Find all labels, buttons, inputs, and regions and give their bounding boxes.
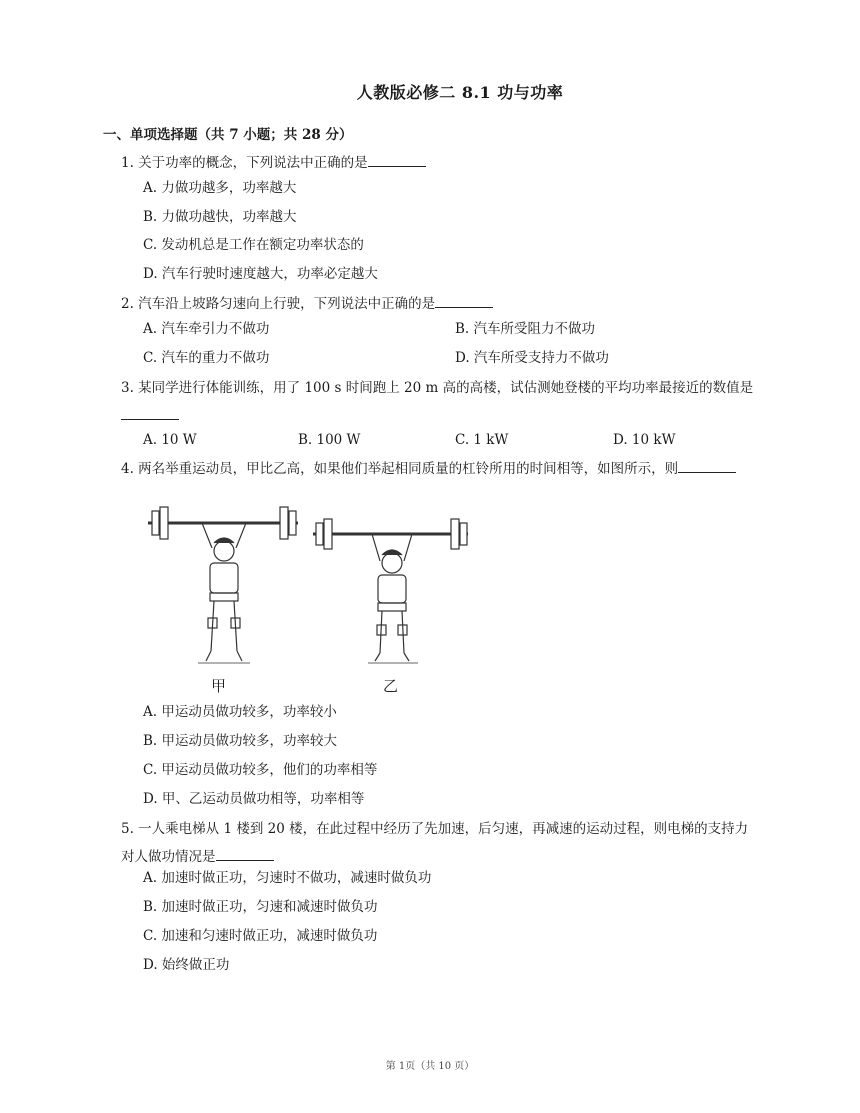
page-title: 人教版必修二 8.1 功与功率 <box>356 83 564 102</box>
question-4-option-b[interactable]: B. 甲运动员做功较多，功率较大 <box>143 733 338 749</box>
question-3-option-d[interactable]: D. 10 kW <box>613 432 676 448</box>
question-5-option-d[interactable]: D. 始终做正功 <box>143 957 230 973</box>
question-1-option-c[interactable]: C. 发动机总是工作在额定功率状态的 <box>143 237 364 253</box>
answer-blank[interactable] <box>435 295 493 308</box>
question-1-stem: 1. 关于功率的概念，下列说法中正确的是 <box>121 149 761 177</box>
weightlifters-figure <box>138 503 483 699</box>
question-2-option-a[interactable]: A. 汽车牵引力不做功 <box>143 321 270 337</box>
question-4-option-d[interactable]: D. 甲、乙运动员做功相等，功率相等 <box>143 791 365 807</box>
question-3-option-b[interactable]: B. 100 W <box>298 432 361 448</box>
question-1-option-d[interactable]: D. 汽车行驶时速度越大，功率必定越大 <box>143 266 378 282</box>
question-3-stem: 3. 某同学进行体能训练，用了 100 s 时间跑上 20 m 高的高楼，试估测她登楼的平均功率最接近的数值是 <box>121 374 761 430</box>
question-3-option-a[interactable]: A. 10 W <box>143 432 197 448</box>
figure-label-jia: 甲 <box>211 677 227 695</box>
section-heading: 一、单项选择题（共 7 小题；共 28 分） <box>103 127 353 143</box>
question-2-stem: 2. 汽车沿上坡路匀速向上行驶，下列说法中正确的是 <box>121 290 761 318</box>
question-4-option-a[interactable]: A. 甲运动员做功较多，功率较小 <box>143 704 337 720</box>
question-1-option-b[interactable]: B. 力做功越快，功率越大 <box>143 209 297 225</box>
question-5-stem: 5. 一人乘电梯从 1 楼到 20 楼，在此过程中经历了先加速，后匀速，再减速的运动过程，则电梯的支持力对人做功情况是 <box>121 821 749 865</box>
question-4-option-c[interactable]: C. 甲运动员做功较多，他们的功率相等 <box>143 762 378 778</box>
weightlifters-illustration <box>138 503 483 699</box>
answer-blank[interactable] <box>368 154 426 167</box>
answer-blank[interactable] <box>216 848 274 861</box>
page-footer: 第 1页（共 10 页） <box>385 1061 475 1072</box>
question-5-option-a[interactable]: A. 加速时做正功，匀速时不做功，减速时做负功 <box>143 870 432 886</box>
question-3-option-c[interactable]: C. 1 kW <box>455 432 509 448</box>
question-2-option-d[interactable]: D. 汽车所受支持力不做功 <box>455 350 609 366</box>
figure-label-yi: 乙 <box>383 677 399 695</box>
question-2-option-c[interactable]: C. 汽车的重力不做功 <box>143 350 270 366</box>
question-5-option-c[interactable]: C. 加速和匀速时做正功，减速时做负功 <box>143 928 378 944</box>
answer-blank[interactable] <box>121 407 179 420</box>
answer-blank[interactable] <box>678 460 736 473</box>
question-2-option-b[interactable]: B. 汽车所受阻力不做功 <box>455 321 596 337</box>
question-1-option-a[interactable]: A. 力做功越多，功率越大 <box>143 180 297 196</box>
question-5-option-b[interactable]: B. 加速时做正功，匀速和减速时做负功 <box>143 899 378 915</box>
question-4-stem: 4. 两名举重运动员，甲比乙高，如果他们举起相同质量的杠铃所用的时间相等，如图所示，则 <box>121 455 761 483</box>
